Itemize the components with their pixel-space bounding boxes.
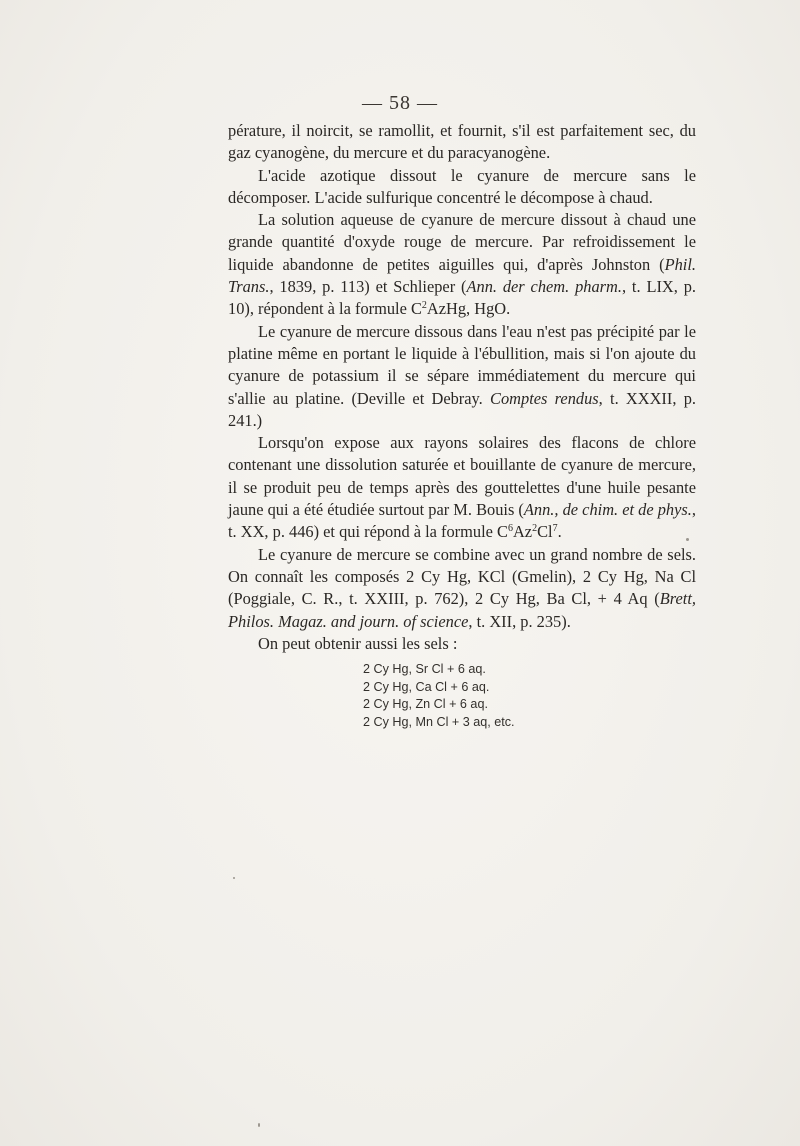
formula-item: 2 Cy Hg, Sr Cl + 6 aq. xyxy=(363,662,486,677)
p5-sup1: 6 xyxy=(507,523,513,535)
paragraph-3 xyxy=(228,209,696,320)
paper-speck xyxy=(686,538,689,541)
p5-sup3: 7 xyxy=(552,523,558,535)
p3-ref1: Phil. Trans. xyxy=(228,254,696,297)
paragraph-6 xyxy=(228,544,696,633)
p3-sup: 2 xyxy=(421,300,427,312)
formula-item: 2 Cy Hg, Mn Cl + 3 aq, etc. xyxy=(363,714,515,729)
paragraph-5 xyxy=(228,432,696,543)
p3-text-d: AzHg, HgO. xyxy=(426,299,511,319)
p3-text-a: La solution aqueuse de cyanure de mercure dissout à chaud une grande quantité d'oxyde rouge de mercure. Par refroidissement le liquide abandonne de petites aiguilles qui, d'après Johnston ( xyxy=(228,210,696,274)
p3-text-c: , t. LIX, p. 10), répondent à la formule C xyxy=(228,277,696,319)
body-text xyxy=(228,120,696,731)
p6-text-a: Le cyanure de mercure se combine avec un grand nombre de sels. On connaît les composés 2 Cy Hg, KCl (Gmelin), 2 Cy Hg, Na Cl (Poggiale, C. R., t. XXIII, p. 762), 2 Cy Hg, Ba Cl, + 4 Aq ( xyxy=(228,544,696,609)
p3-text-b: , 1839, p. 113) et Schlieper ( xyxy=(269,277,467,297)
p5-end: . xyxy=(557,522,562,542)
p4-text-a: Le cyanure de mercure dissous dans l'eau n'est pas précipité par le platine même en portant le liquide à l'ébullition, mais si l'on ajoute du cyanure de potassium il se sépare immédiatement du mercure qui s'allie au platine. (Deville et Debray. xyxy=(228,321,696,408)
paragraph-1: pérature, il noircit, se ramollit, et fournit, s'il est parfaitement sec, du gaz cyanogène, du mercure et du paracyanogène. xyxy=(228,121,696,163)
paragraph-2: L'acide azotique dissout le cyanure de mercure sans le décomposer. L'acide sulfurique concentré le décompose à chaud. xyxy=(228,165,696,207)
paragraph-4 xyxy=(228,321,696,432)
p4-ref: Comptes rendus xyxy=(490,388,599,408)
p5-ref: Ann., de chim. et de phys. xyxy=(523,500,692,520)
p5-text-a: Lorsqu'on expose aux rayons solaires des flacons de chlore contenant une dissolution saturée et bouillante de cyanure de mercure, il se produit peu de temps après des gouttelettes d'une huile pesante jaune qui a été étudiée surtout par M. Bouis ( xyxy=(228,433,696,520)
paper-speck xyxy=(258,1123,260,1127)
p5-text-b: , t. XX, p. 446) et qui répond à la formule C xyxy=(228,500,696,542)
p5-sup2: 2 xyxy=(532,523,538,535)
p4-text-b: , t. XXXII, p. 241.) xyxy=(228,388,696,430)
page-number: — 58 — xyxy=(362,92,438,114)
p6-ref: Brett, Philos. Magaz. and journ. of science xyxy=(228,589,696,631)
p5-mid: Az xyxy=(512,522,533,542)
formula-item: 2 Cy Hg, Ca Cl + 6 aq. xyxy=(363,679,490,694)
formula-list xyxy=(228,661,696,731)
p5-mid2: Cl xyxy=(537,522,553,542)
formula-item: 2 Cy Hg, Zn Cl + 6 aq. xyxy=(363,697,488,712)
paragraph-7: On peut obtenir aussi les sels : xyxy=(258,633,458,653)
p3-ref2: Ann. der chem. pharm. xyxy=(466,277,622,297)
paper-speck xyxy=(233,877,235,879)
p6-text-b: , t. XII, p. 235). xyxy=(468,611,571,631)
